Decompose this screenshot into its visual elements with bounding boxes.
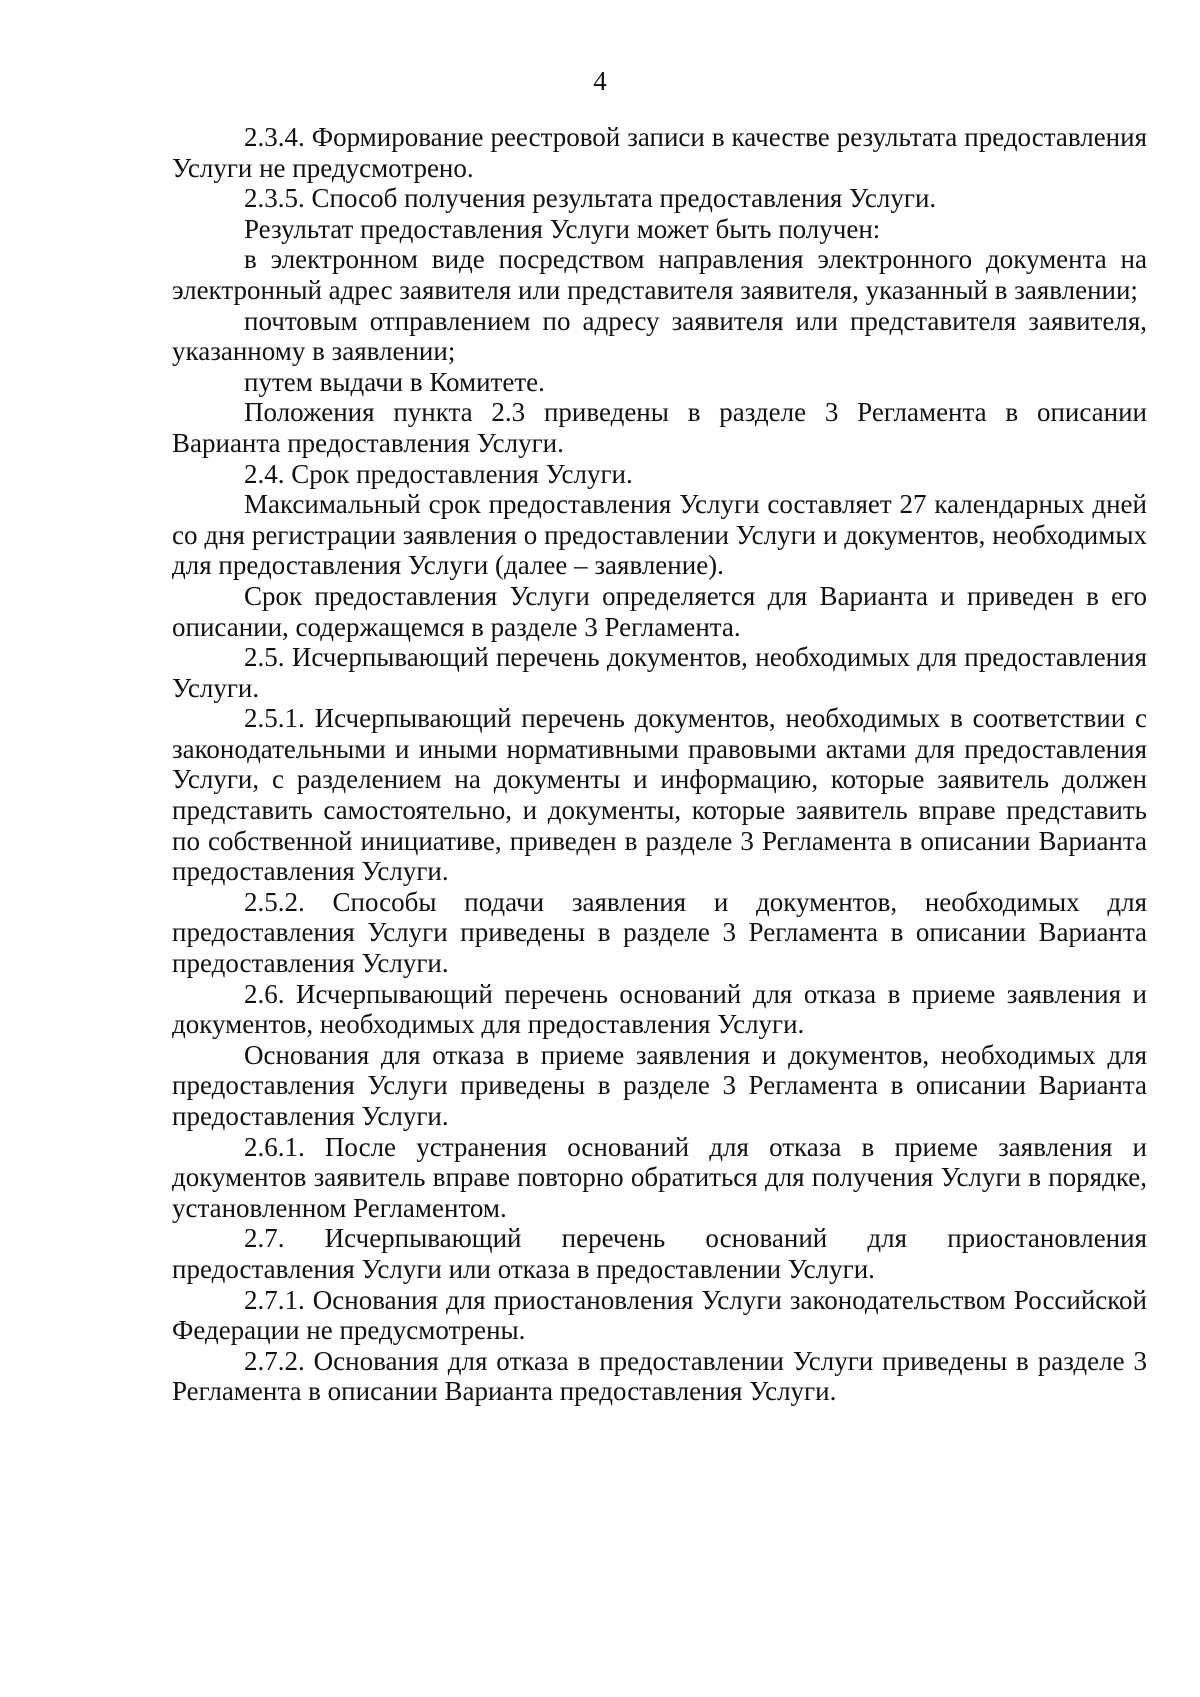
paragraph-2-5-1: 2.5.1. Исчерпывающий перечень документов, необходимых в соответствии с законодательными и иными нормативными правовыми актами для предоставления Услуги, с разделением на документы и информацию, которые заявитель должен представить самостоятельно, и документы, которые заявитель вправе представить по собственной инициативе, приведен в разделе 3 Регламента в описании Варианта предоставления Услуги. bbox=[172, 703, 1147, 887]
paragraph-2-6: 2.6. Исчерпывающий перечень оснований для отказа в приеме заявления и документов, необходимых для предоставления Услуги. bbox=[172, 978, 1147, 1040]
paragraph-refusal-grounds: Основания для отказа в приеме заявления и документов, необходимых для предоставления Услуги приведены в разделе 3 Регламента в описании Варианта предоставления Услуги. bbox=[172, 1039, 1147, 1131]
paragraph-result-intro: Результат предоставления Услуги может быть получен: bbox=[244, 213, 881, 244]
paragraph-term-variant: Срок предоставления Услуги определяется для Варианта и приведен в его описании, содержащемся в разделе 3 Регламента. bbox=[172, 580, 1147, 642]
paragraph-2-4: 2.4. Срок предоставления Услуги. bbox=[244, 458, 633, 489]
paragraph-committee-delivery: путем выдачи в Комитете. bbox=[244, 366, 545, 397]
paragraph-max-term: Максимальный срок предоставления Услуги составляет 27 календарных дней со дня регистрации заявления о предоставлении Услуги и документов, необходимых для предоставления Услуги (далее – заявление). bbox=[172, 489, 1147, 581]
paragraph-2-7-1: 2.7.1. Основания для приостановления Услуги законодательством Российской Федерации не предусмотрены. bbox=[172, 1284, 1147, 1346]
page-number: 4 bbox=[593, 66, 607, 96]
paragraph-postal-delivery: почтовым отправлением по адресу заявителя или представителя заявителя, указанному в заявлении; bbox=[172, 305, 1147, 367]
paragraph-electronic-delivery: в электронном виде посредством направления электронного документа на электронный адрес заявителя или представителя заявителя, указанный в заявлении; bbox=[172, 244, 1147, 305]
paragraph-section-2-3-reference: Положения пункта 2.3 приведены в разделе 3 Регламента в описании Варианта предоставления Услуги. bbox=[172, 397, 1147, 458]
paragraph-2-3-4: 2.3.4. Формирование реестровой записи в качестве результата предоставления Услуги не предусмотрено. bbox=[172, 122, 1147, 183]
document-body bbox=[172, 122, 1147, 1407]
paragraph-2-5-2: 2.5.2. Способы подачи заявления и документов, необходимых для предоставления Услуги приведены в разделе 3 Регламента в описании Варианта предоставления Услуги. bbox=[172, 886, 1147, 979]
paragraph-2-7-2: 2.7.2. Основания для отказа в предоставлении Услуги приведены в разделе 3 Регламента в описании Варианта предоставления Услуги. bbox=[172, 1345, 1147, 1407]
paragraph-2-6-1: 2.6.1. После устранения оснований для отказа в приеме заявления и документов заявитель вправе повторно обратиться для получения Услуги в порядке, установленном Регламентом. bbox=[172, 1131, 1147, 1223]
paragraph-2-7: 2.7. Исчерпывающий перечень оснований для приостановления предоставления Услуги или отказа в предоставлении Услуги. bbox=[172, 1223, 1147, 1284]
paragraph-2-3-5: 2.3.5. Способ получения результата предоставления Услуги. bbox=[244, 183, 937, 214]
paragraph-2-5: 2.5. Исчерпывающий перечень документов, необходимых для предоставления Услуги. bbox=[172, 642, 1147, 703]
